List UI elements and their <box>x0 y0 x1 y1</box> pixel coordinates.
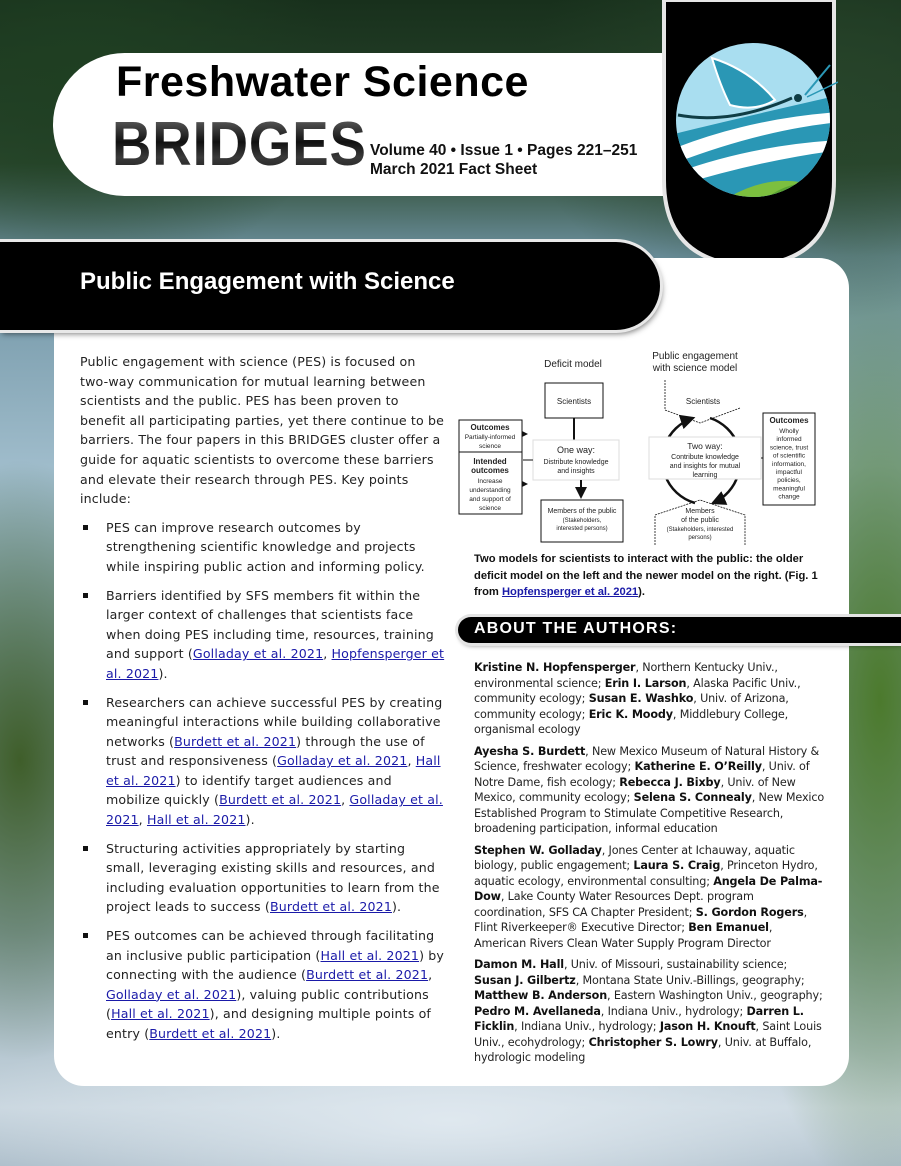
pes-outcome-line: impactful <box>775 469 803 476</box>
key-point-text: , <box>407 753 416 769</box>
mayfly-river-logo-icon <box>660 0 838 268</box>
author-affiliation: , Flint Riverkeeper® Executive Director; <box>474 905 807 934</box>
author-name: Darren L. Ficklin <box>474 1004 804 1033</box>
author-name: Ayesha S. Burdett <box>474 744 586 758</box>
intro-paragraph: Public engagement with science (PES) is focused on two-way communication for mutual learning between scientists and the public. PES has been proven to benefit all participating parties, yet there continue to be barriers. The four papers in this BRIDGES cluster offer a guide for aquatic scientists to overcome these barriers and elevate their research through PES. Key points include: <box>80 354 445 507</box>
key-point-item <box>80 839 446 917</box>
author-name: Katherine E. O’Reilly <box>634 760 762 773</box>
author-affiliation: , New Mexico Museum of Natural History & Science, freshwater ecology; <box>474 744 820 773</box>
deficit-flow-title: One way: <box>556 445 596 455</box>
author-affiliation: , Univ. of Missouri, sustainability science; <box>563 958 788 971</box>
citation-link[interactable]: Burdett et al. 2021 <box>149 1026 272 1041</box>
citation-link[interactable]: Hopfensperger et al. 2021 <box>106 646 445 681</box>
pes-outcomes-title: Outcomes <box>769 416 809 425</box>
deficit-model-title: Deficit model <box>544 359 602 370</box>
deficit-intended-line2: understanding <box>469 487 511 494</box>
author-name: S. Gordon Rogers <box>695 905 804 919</box>
caption-citation-link[interactable]: Hopfensperger et al. 2021 <box>501 586 639 598</box>
deficit-intended-line1: Increase <box>477 478 503 485</box>
deficit-flow-line1: Distribute knowledge <box>543 459 609 466</box>
author-group <box>474 744 826 837</box>
author-affiliation: , New Mexico Established Program to Stimulate Competitive Research, broadening participation, informal education <box>474 791 825 835</box>
citation-link[interactable]: Golladay et al. 2021 <box>106 792 443 828</box>
authors-heading: ABOUT THE AUTHORS: <box>474 620 678 637</box>
author-name: Stephen W. Golladay <box>474 843 602 857</box>
author-affiliation: , Saint Louis Univ., ecohydrology; <box>474 1020 822 1049</box>
author-name: Erin I. Larson <box>604 676 687 690</box>
key-point-text: ), valuing public contributions ( <box>106 986 429 1022</box>
citation-link[interactable]: Burdett et al. 2021 <box>174 733 297 749</box>
citation-link[interactable]: Golladay et al. 2021 <box>106 986 237 1002</box>
deficit-intended-line3: and support of <box>469 496 511 503</box>
author-name: Kristine N. Hopfensperger <box>474 661 636 674</box>
pes-outcome-line: science, trust <box>769 444 809 452</box>
section-title: Public Engagement with Science <box>80 268 455 295</box>
author-name: Angela De Palma-Dow <box>474 874 823 903</box>
key-point-text: ) by connecting with the audience ( <box>106 947 445 983</box>
key-point-text: ) through the use of trust and responsiveness ( <box>106 733 425 769</box>
author-name: Damon M. Hall <box>474 958 564 971</box>
key-point-text: ). <box>245 812 255 828</box>
deficit-public-line2: (Stakeholders, <box>562 518 602 524</box>
citation-link[interactable]: Hall et al. 2021 <box>146 812 246 828</box>
key-point-text: ). <box>271 1026 281 1041</box>
caption-text: Two models for scientists to interact with the public: the older deficit model on the left and the newer model on the right. (Fig. 1 from <box>474 553 818 598</box>
author-group <box>474 843 826 952</box>
deficit-public-line3: interested persons) <box>556 526 608 532</box>
pes-public-line3: (Stakeholders, interested <box>666 527 734 533</box>
citation-link[interactable]: Burdett et al. 2021 <box>219 792 342 808</box>
citation-link[interactable]: Hall et al. 2021 <box>320 947 420 963</box>
pes-outcome-line: information, <box>772 460 806 468</box>
author-name: Eric K. Moody <box>588 707 673 721</box>
author-name: Selena S. Connealy <box>633 791 752 804</box>
journal-title: Freshwater Science <box>116 58 529 106</box>
author-affiliation: , Alaska Pacific Univ., community ecology; <box>474 676 801 705</box>
key-point-text: ). <box>158 665 168 681</box>
author-affiliation: , Princeton Hydro, aquatic ecology, environmental consulting; <box>474 859 818 888</box>
key-point-item <box>80 586 446 684</box>
key-point-item <box>80 926 446 1044</box>
deficit-outcomes-line1: Partially-informed <box>464 434 516 441</box>
square-bullet-icon <box>83 933 88 938</box>
key-points-list <box>80 518 446 1044</box>
author-affiliation: , Eastern Washington Univ., geography; <box>607 989 823 1002</box>
author-affiliation: , Northern Kentucky Univ., environmental science; <box>474 661 778 690</box>
key-point-text: ). <box>391 899 402 915</box>
pes-flow-title: Two way: <box>687 441 723 451</box>
citation-link[interactable]: Golladay et al. 2021 <box>192 646 324 662</box>
key-point-item <box>80 693 446 830</box>
author-name: Pedro M. Avellaneda <box>474 1004 601 1018</box>
caption-end: ). <box>638 586 645 598</box>
pes-outcome-line: Wholly <box>779 428 799 435</box>
pes-public-line4: persons) <box>688 535 712 541</box>
pes-flow-line3: learning <box>692 472 718 479</box>
key-point-text: , <box>323 646 332 662</box>
square-bullet-icon <box>83 525 88 530</box>
pes-outcome-line: meaningful <box>773 485 805 493</box>
author-affiliation: , Indiana Univ., hydrology; <box>600 1004 747 1018</box>
author-affiliation: , Montana State Univ.-Billings, geography; <box>575 973 805 987</box>
key-point-text: Barriers identified by SFS members fit within the larger context of challenges that scientists face when doing PES including time, resources, training and support ( <box>106 587 434 662</box>
deficit-intended-line4: science <box>478 505 502 512</box>
deficit-outcomes-title: Outcomes <box>470 423 510 432</box>
pes-public-line1: Members <box>685 508 715 515</box>
main-text <box>80 352 446 1053</box>
pes-outcome-line: change <box>778 493 800 501</box>
pes-outcome-line: policies, <box>777 477 801 485</box>
pes-flow-line1: Contribute knowledge <box>671 454 739 461</box>
author-affiliation: , American Rivers Clean Water Supply Program Director <box>474 921 773 950</box>
key-point-text: , <box>428 967 433 983</box>
key-point-text: PES can improve research outcomes by strengthening scientific knowledge and projects while inspiring public action and informing policy. <box>106 519 425 574</box>
author-name: Ben Emanuel <box>688 921 769 934</box>
author-affiliation: , Middlebury College, organismal ecology <box>474 707 789 736</box>
series-title: BRIDGES <box>112 110 367 179</box>
citation-link[interactable]: Burdett et al. 2021 <box>269 899 392 915</box>
pes-public-line2: of the public <box>681 517 719 524</box>
deficit-intended-title1: Intended <box>473 457 507 466</box>
square-bullet-icon <box>83 593 88 598</box>
figure-caption <box>474 551 834 601</box>
author-affiliation: , Univ. at Buffalo, hydrologic modeling <box>474 1035 812 1064</box>
author-name: Jason H. Knouft <box>659 1020 756 1033</box>
author-name: Matthew B. Anderson <box>474 989 608 1002</box>
citation-link[interactable]: Hall et al. 2021 <box>106 753 441 788</box>
author-name: Laura S. Craig <box>633 859 721 872</box>
pes-scientists: Scientists <box>685 397 721 406</box>
pes-models-figure <box>455 345 845 545</box>
author-name: Christopher S. Lowry <box>588 1035 718 1049</box>
key-point-text: Structuring activities appropriately by starting small, leveraging existing skills and resources, and including evaluation opportunities to learn from the project leads to success ( <box>106 840 440 915</box>
pes-flow-line2: and insights for mutual <box>669 463 741 470</box>
key-point-text: ) to identify target audiences and mobilize quickly ( <box>106 772 392 808</box>
key-point-text: Researchers can achieve successful PES by creating meaningful interactions while building collaborative networks ( <box>106 694 443 749</box>
author-affiliation: , Lake County Water Resources Dept. program coordination, SFS CA Chapter President; <box>474 890 754 919</box>
key-point-text: , <box>138 812 147 828</box>
deficit-scientists: Scientists <box>556 397 592 406</box>
date-info: March 2021 Fact Sheet <box>370 161 538 178</box>
pes-outcome-line: of scientific <box>772 452 806 460</box>
key-point-item <box>80 518 446 577</box>
author-name: Rebecca J. Bixby <box>619 775 721 789</box>
deficit-outcomes-line2: science <box>478 443 502 450</box>
key-point-text: , <box>341 792 350 808</box>
author-affiliation: , Univ. of Notre Dame, fish ecology; <box>474 760 810 789</box>
author-group <box>474 957 826 1066</box>
square-bullet-icon <box>83 700 88 705</box>
pes-model-title1: Public engagement <box>652 351 738 362</box>
deficit-intended-title2: outcomes <box>471 466 509 475</box>
key-point-text: PES outcomes can be achieved through facilitating an inclusive public participation ( <box>106 928 435 963</box>
author-name: Susan J. Gilbertz <box>474 973 576 987</box>
author-name: Susan E. Washko <box>588 692 694 705</box>
pes-model-title2: with science model <box>652 363 738 374</box>
citation-link[interactable]: Hall et al. 2021 <box>111 1006 210 1022</box>
author-affiliation: , Indiana Univ., hydrology; <box>514 1020 660 1033</box>
authors-list <box>474 660 826 1072</box>
pes-outcome-line: informed <box>776 436 802 444</box>
author-affiliation: , Jones Center at Ichauway, aquatic biology, public engagement; <box>474 843 795 872</box>
citation-link[interactable]: Golladay et al. 2021 <box>277 753 408 769</box>
square-bullet-icon <box>83 846 88 851</box>
author-affiliation: , Univ. of Arizona, community ecology; <box>474 692 789 721</box>
deficit-flow-line2: and insights <box>557 468 595 475</box>
key-point-text: ), and designing multiple points of entry ( <box>106 1006 432 1041</box>
citation-link[interactable]: Burdett et al. 2021 <box>306 967 429 983</box>
author-affiliation: , Univ. of New Mexico, community ecology; <box>474 775 796 804</box>
issue-info: Volume 40 • Issue 1 • Pages 221–251 <box>370 142 638 159</box>
deficit-public-line1: Members of the public <box>547 508 617 515</box>
author-group <box>474 660 826 738</box>
